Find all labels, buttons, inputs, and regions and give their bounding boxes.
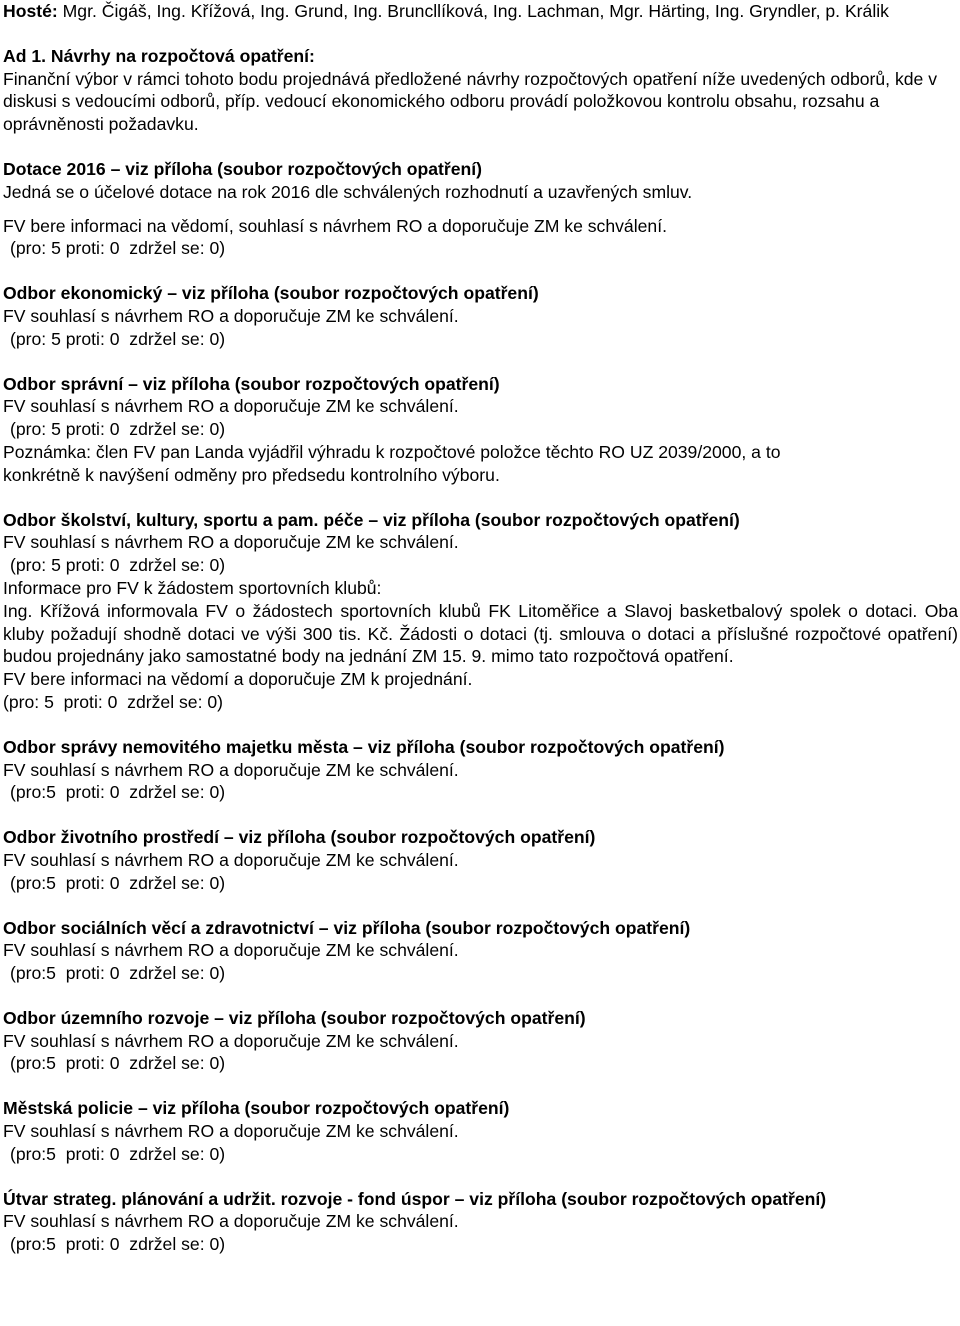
- document-page: [3, 0, 958, 1256]
- guests-paragraph: [3, 0, 958, 23]
- guests-text: Mgr. Čigáš, Ing. Křížová, Ing. Grund, Ing. Bruncllíková, Ing. Lachman, Mgr. Härting, Ing. Gryndler, p. Králik: [62, 1, 889, 21]
- dotace-resolution: FV bere informaci na vědomí, souhlasí s návrhem RO a doporučuje ZM ke schválení.: [3, 215, 667, 236]
- skolstvi-info-label: Informace pro FV k žádostem sportovních klubů:: [3, 577, 382, 598]
- spravni-resolution: FV souhlasí s návrhem RO a doporučuje ZM ke schválení.: [3, 396, 459, 417]
- skolstvi-vote: (pro: 5 proti: 0 zdržel se: 0): [10, 555, 226, 576]
- dotace-vote: (pro: 5 proti: 0 zdržel se: 0): [10, 238, 226, 259]
- dotace-heading: Dotace 2016 – viz příloha (soubor rozpočtových opatření): [3, 158, 483, 179]
- skolstvi-resolution: FV souhlasí s návrhem RO a doporučuje ZM ke schválení.: [3, 532, 459, 553]
- skolstvi-info-text: Ing. Křížová informovala FV o žádostech sportovních klubů FK Litoměřice a Slavoj basketbalový spolek o dotaci. Oba kluby požadují shodně dotaci ve výši 300 tis. Kč. Žádosti o dotaci (tj. smlouva o dotaci a příslušné rozpočtové opatření) budou projednány jako samostatné body na jednání ZM 15. 9. mimo tato rozpočtová opatření.: [3, 600, 958, 667]
- socialni-vote: (pro:5 proti: 0 zdržel se: 0): [10, 963, 226, 984]
- skolstvi-info-resolution: FV bere informaci na vědomí a doporučuje ZM k projednání.: [3, 669, 473, 690]
- majetek-resolution: FV souhlasí s návrhem RO a doporučuje ZM ke schválení.: [3, 759, 459, 780]
- dotace-text: Jedná se o účelové dotace na rok 2016 dle schválených rozhodnutí a uzavřených smluv.: [3, 181, 693, 202]
- majetek-vote: (pro:5 proti: 0 zdržel se: 0): [10, 782, 226, 803]
- guests-label: Hosté:: [3, 1, 58, 21]
- item-paragraph: Finanční výbor v rámci tohoto bodu projednává předložené návrhy rozpočtových opatření níže uvedených odborů, kde v diskusi s vedoucími odborů, příp. vedoucí ekonomického odboru provádí položkovou kontrolu obsahu, rozsahu a oprávněnosti požadavku.: [3, 68, 938, 135]
- zivotni-vote: (pro:5 proti: 0 zdržel se: 0): [10, 872, 226, 893]
- policie-vote: (pro:5 proti: 0 zdržel se: 0): [10, 1143, 226, 1164]
- spravni-vote: (pro: 5 proti: 0 zdržel se: 0): [10, 419, 226, 440]
- uzemni-vote: (pro:5 proti: 0 zdržel se: 0): [10, 1053, 226, 1074]
- ekonomicky-resolution: FV souhlasí s návrhem RO a doporučuje ZM ke schválení.: [3, 305, 459, 326]
- policie-resolution: FV souhlasí s návrhem RO a doporučuje ZM ke schválení.: [3, 1121, 459, 1142]
- ekonomicky-heading: Odbor ekonomický – viz příloha (soubor rozpočtových opatření): [3, 283, 539, 304]
- uzemni-resolution: FV souhlasí s návrhem RO a doporučuje ZM ke schválení.: [3, 1030, 459, 1051]
- zivotni-resolution: FV souhlasí s návrhem RO a doporučuje ZM ke schválení.: [3, 849, 459, 870]
- spravni-heading: Odbor správní – viz příloha (soubor rozpočtových opatření): [3, 373, 500, 394]
- utvar-vote: (pro:5 proti: 0 zdržel se: 0): [10, 1234, 226, 1255]
- skolstvi-heading: Odbor školství, kultury, sportu a pam. péče – viz příloha (soubor rozpočtových opatření): [3, 509, 740, 530]
- skolstvi-info-vote: (pro: 5 proti: 0 zdržel se: 0): [3, 691, 224, 712]
- utvar-resolution: FV souhlasí s návrhem RO a doporučuje ZM ke schválení.: [3, 1211, 459, 1232]
- socialni-resolution: FV souhlasí s návrhem RO a doporučuje ZM ke schválení.: [3, 940, 459, 961]
- utvar-heading: Útvar strateg. plánování a udržit. rozvoje - fond úspor – viz příloha (soubor rozpočtových opatření): [3, 1188, 827, 1209]
- spravni-note-line2: konkrétně k navýšení odměny pro předsedu kontrolního výboru.: [3, 464, 500, 485]
- spravni-note-line1: Poznámka: člen FV pan Landa vyjádřil výhradu k rozpočtové položce těchto RO UZ 2039/2000, a to: [3, 441, 781, 462]
- majetek-heading: Odbor správy nemovitého majetku města – viz příloha (soubor rozpočtových opatření): [3, 736, 725, 757]
- socialni-heading: Odbor sociálních věcí a zdravotnictví – viz příloha (soubor rozpočtových opatření): [3, 917, 691, 938]
- ekonomicky-vote: (pro: 5 proti: 0 zdržel se: 0): [10, 328, 226, 349]
- uzemni-heading: Odbor územního rozvoje – viz příloha (soubor rozpočtových opatření): [3, 1007, 586, 1028]
- zivotni-heading: Odbor životního prostředí – viz příloha (soubor rozpočtových opatření): [3, 827, 596, 848]
- policie-heading: Městská policie – viz příloha (soubor rozpočtových opatření): [3, 1098, 510, 1119]
- item-heading: Ad 1. Návrhy na rozpočtová opatření:: [3, 45, 315, 66]
